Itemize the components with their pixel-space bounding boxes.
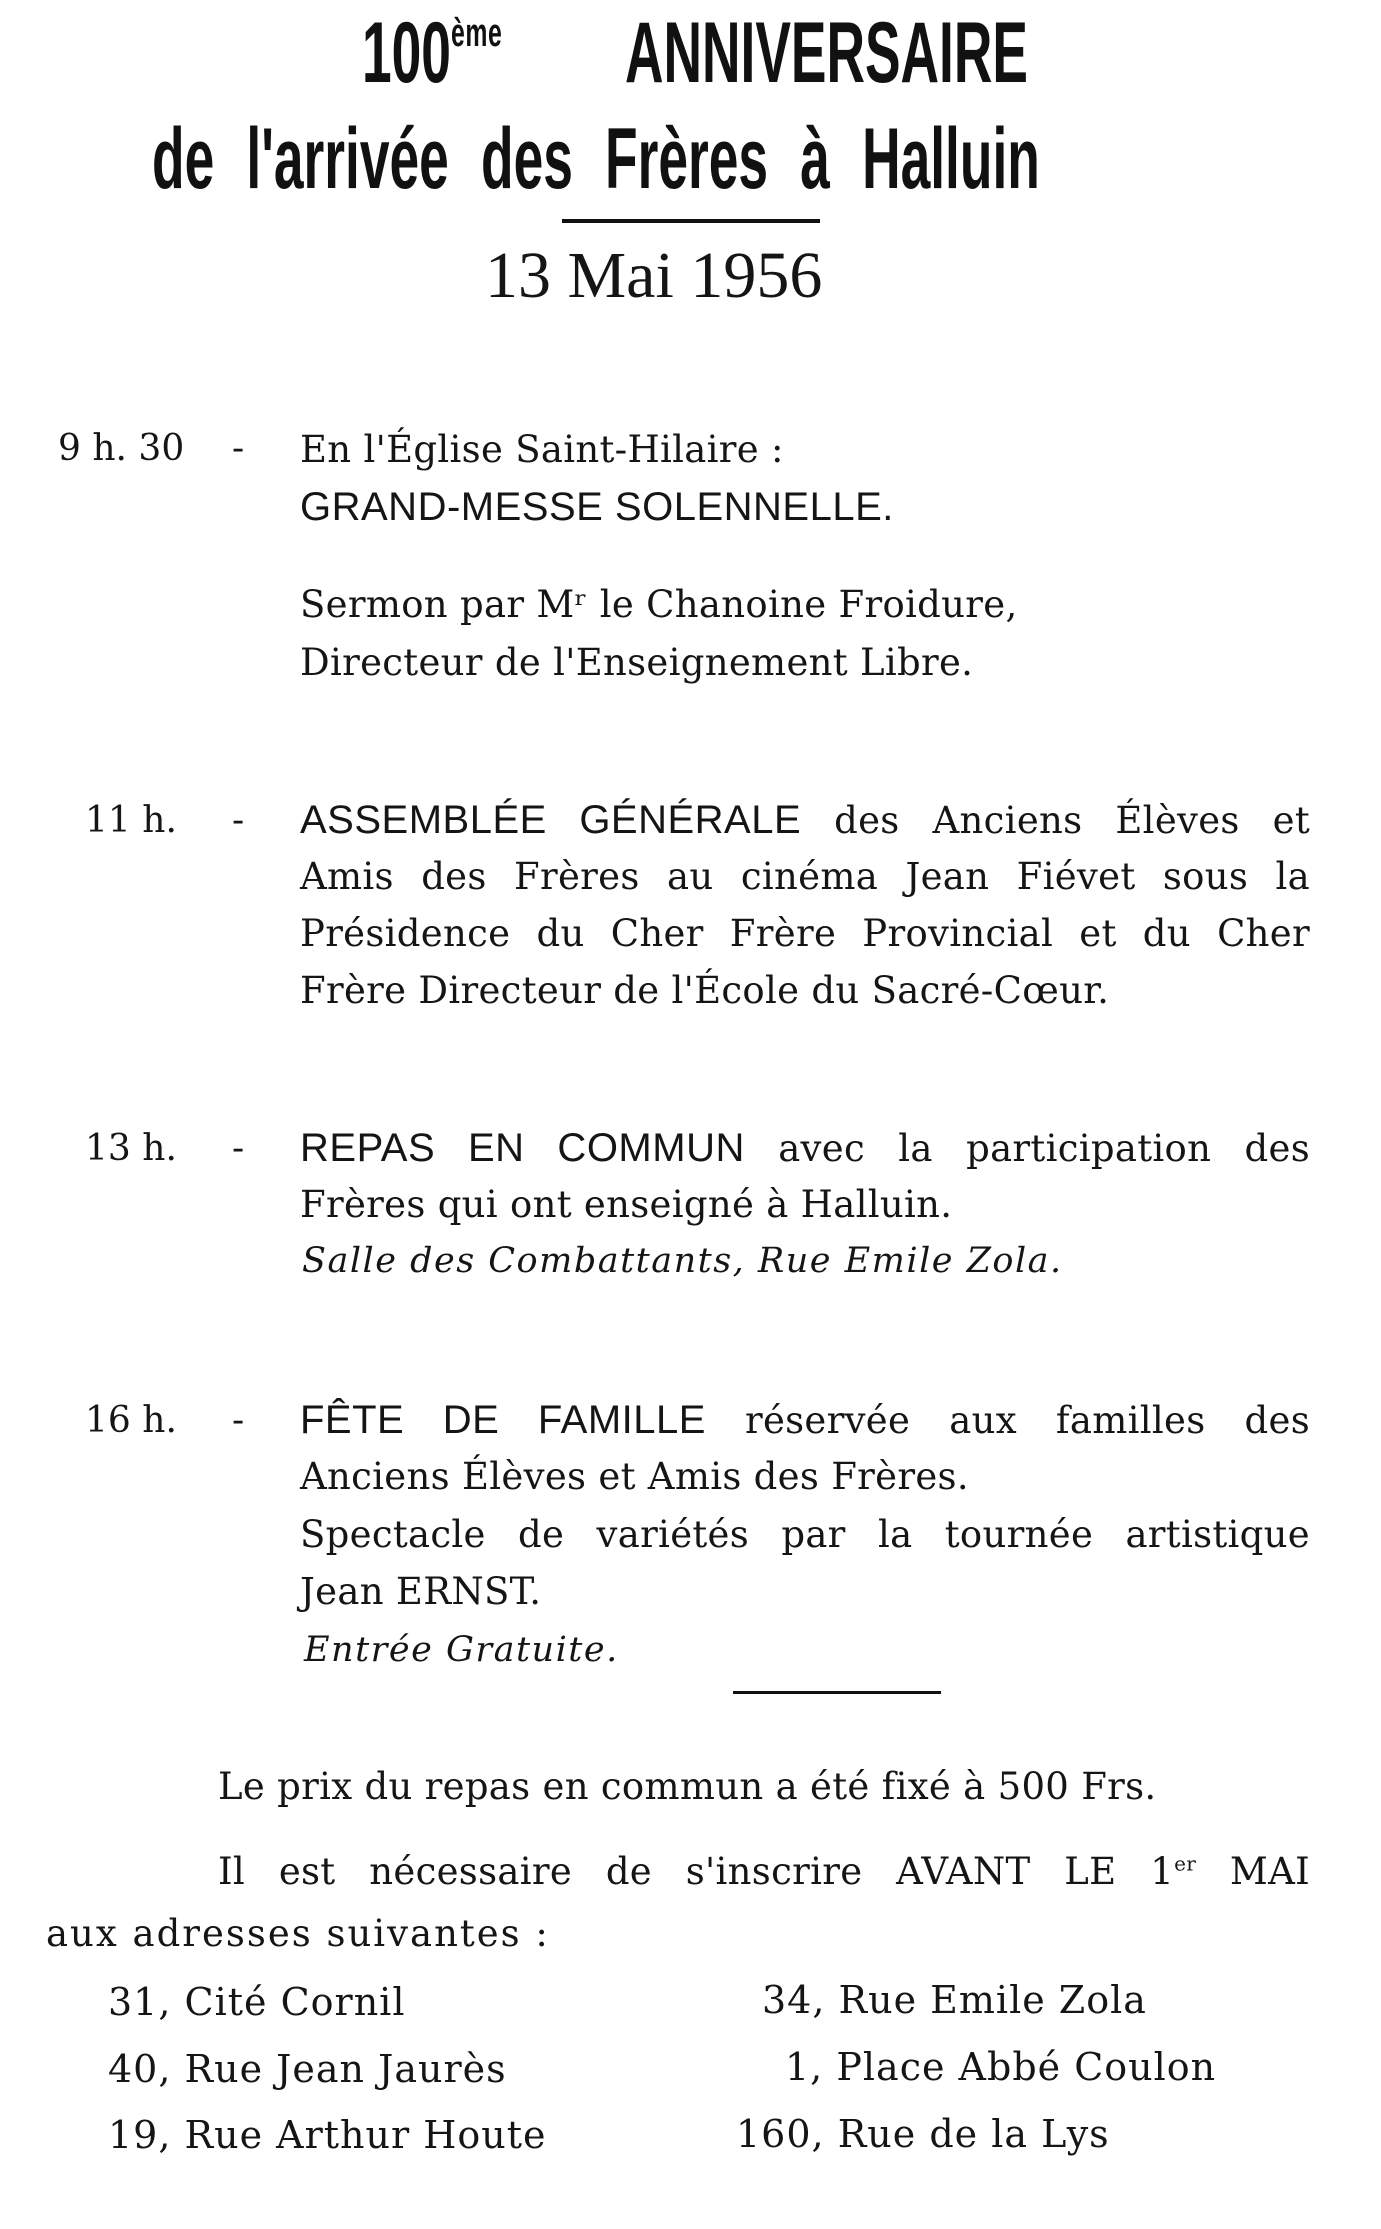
item-3-italic: Salle des Combattants, Rue Emile Zola. [302, 1241, 1063, 1281]
dash-3: - [232, 1128, 245, 1169]
address-right-2: 1, Place Abbé Coulon [785, 2045, 1217, 2089]
time-2: 11 h. [85, 800, 177, 841]
register-text: Il est nécessaire de s'inscrire AVANT LE 1 [218, 1850, 1175, 1893]
address-right-1: 34, Rue Emile Zola [762, 1978, 1147, 2022]
item-1-line-2: GRAND-MESSE SOLENNELLE. [300, 485, 894, 529]
item-1-extra-2: Directeur de l'Enseignement Libre. [300, 641, 974, 684]
price-line: Le prix du repas en commun a été fixé à 500 Frs. [218, 1765, 1157, 1808]
item-2-line-3: Présidence du Cher Frère Provincial et du Cher [300, 912, 1310, 955]
time-1: 9 h. 30 [58, 428, 185, 469]
item-4-italic: Entrée Gratuite. [304, 1630, 619, 1670]
item-4-line-4: Jean ERNST. [300, 1570, 542, 1613]
item-3-line-2: Frères qui ont enseigné à Halluin. [300, 1183, 953, 1226]
item-4-lead-tail: réservée aux familles des [744, 1399, 1310, 1442]
event-date: 13 Mai 1956 [485, 239, 823, 312]
register-superscript: er [1174, 1851, 1197, 1876]
item-4-line-1 [300, 1398, 1310, 1443]
item-2-line-1 [300, 798, 1310, 843]
title-word: ANNIVERSAIRE [625, 5, 1028, 101]
item-2-line-2: Amis des Frères au cinéma Jean Fiévet sous la [300, 855, 1310, 898]
item-2-lead: ASSEMBLÉE GÉNÉRALE [300, 798, 802, 842]
item-4-lead: FÊTE DE FAMILLE [300, 1398, 706, 1442]
address-left-3: 19, Rue Arthur Houte [108, 2113, 547, 2157]
item-2-lead-tail: des Anciens Élèves et [834, 799, 1310, 842]
item-4-line-3: Spectacle de variétés par la tournée artistique [300, 1513, 1310, 1556]
address-left-1: 31, Cité Cornil [108, 1980, 406, 2024]
time-4: 16 h. [85, 1400, 177, 1441]
item-3-lead-tail: avec la participation des [778, 1127, 1311, 1170]
register-line [218, 1850, 1310, 1893]
title-line-1 [362, 4, 502, 103]
register-line-2: aux adresses suivantes : [46, 1912, 550, 1955]
item-4-line-2: Anciens Élèves et Amis des Frères. [300, 1455, 969, 1498]
title-superscript: ème [450, 11, 503, 55]
item-3-lead: REPAS EN COMMUN [300, 1126, 745, 1170]
title-number: 100 [362, 5, 451, 101]
title-line-2: de l'arrivée des Frères à Halluin [152, 111, 1040, 207]
dash-2: - [232, 800, 245, 841]
address-right-3: 160, Rue de la Lys [736, 2112, 1110, 2156]
dash-1: - [232, 428, 245, 469]
register-month: MAI [1229, 1850, 1311, 1893]
title-divider [562, 219, 820, 223]
item-1-line-1: En l'Église Saint-Hilaire : [300, 428, 784, 471]
item-2-line-4: Frère Directeur de l'École du Sacré-Cœur. [300, 969, 1110, 1012]
dash-4: - [232, 1400, 245, 1441]
item-3-line-1 [300, 1126, 1310, 1171]
footer-divider [733, 1691, 941, 1694]
time-3: 13 h. [85, 1128, 177, 1169]
item-1-extra-1: Sermon par Mʳ le Chanoine Froidure, [300, 583, 1018, 626]
address-left-2: 40, Rue Jean Jaurès [108, 2047, 507, 2091]
